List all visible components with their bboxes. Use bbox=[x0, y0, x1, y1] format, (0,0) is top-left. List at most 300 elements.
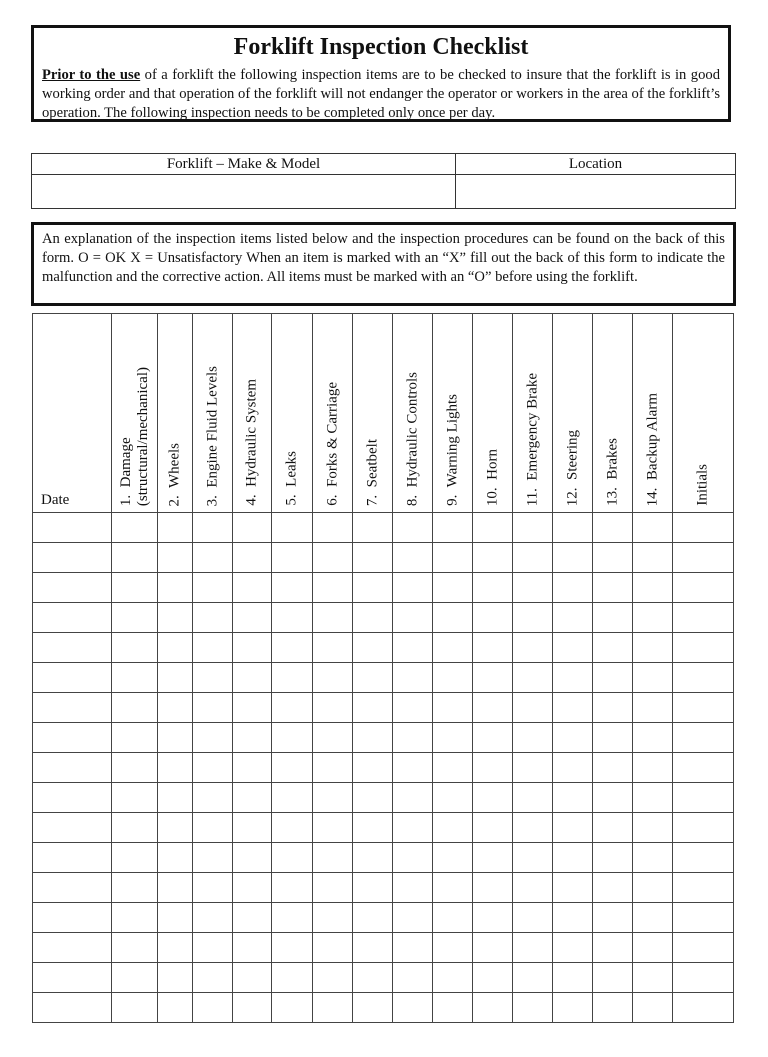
inspection-cell[interactable] bbox=[193, 993, 233, 1023]
inspection-cell[interactable] bbox=[112, 603, 158, 633]
inspection-cell[interactable] bbox=[393, 663, 433, 693]
initials-cell[interactable] bbox=[673, 723, 734, 753]
inspection-item-label: 9. Warning Lights bbox=[444, 394, 460, 506]
inspection-cell[interactable] bbox=[433, 993, 473, 1023]
inspection-cell[interactable] bbox=[353, 963, 393, 993]
inspection-cell[interactable] bbox=[593, 663, 633, 693]
inspection-cell[interactable] bbox=[353, 603, 393, 633]
inspection-cell[interactable] bbox=[393, 513, 433, 543]
inspection-cell[interactable] bbox=[513, 633, 553, 663]
inspection-cell[interactable] bbox=[593, 933, 633, 963]
inspection-cell[interactable] bbox=[193, 843, 233, 873]
inspection-cell[interactable] bbox=[433, 753, 473, 783]
inspection-cell[interactable] bbox=[233, 543, 272, 573]
inspection-cell[interactable] bbox=[313, 873, 353, 903]
inspection-item-label: 12. Steering bbox=[564, 429, 580, 506]
inspection-cell[interactable] bbox=[313, 693, 353, 723]
inspection-cell[interactable] bbox=[353, 933, 393, 963]
inspection-cell[interactable] bbox=[233, 633, 272, 663]
inspection-cell[interactable] bbox=[473, 663, 513, 693]
inspection-cell[interactable] bbox=[633, 963, 673, 993]
inspection-cell[interactable] bbox=[193, 933, 233, 963]
date-cell[interactable] bbox=[33, 543, 112, 573]
inspection-cell[interactable] bbox=[553, 813, 593, 843]
inspection-cell[interactable] bbox=[633, 543, 673, 573]
inspection-cell[interactable] bbox=[233, 933, 272, 963]
inspection-cell[interactable] bbox=[158, 813, 193, 843]
inspection-cell[interactable] bbox=[593, 993, 633, 1023]
inspection-cell[interactable] bbox=[393, 903, 433, 933]
inspection-cell[interactable] bbox=[233, 843, 272, 873]
date-cell[interactable] bbox=[33, 723, 112, 753]
inspection-cell[interactable] bbox=[433, 963, 473, 993]
inspection-cell[interactable] bbox=[393, 933, 433, 963]
inspection-cell[interactable] bbox=[272, 693, 313, 723]
inspection-cell[interactable] bbox=[272, 603, 313, 633]
initials-cell[interactable] bbox=[673, 843, 734, 873]
inspection-cell[interactable] bbox=[513, 933, 553, 963]
inspection-cell[interactable] bbox=[193, 513, 233, 543]
inspection-cell[interactable] bbox=[233, 723, 272, 753]
inspection-cell[interactable] bbox=[433, 723, 473, 753]
inspection-cell[interactable] bbox=[158, 723, 193, 753]
inspection-cell[interactable] bbox=[553, 963, 593, 993]
inspection-cell[interactable] bbox=[353, 753, 393, 783]
inspection-cell[interactable] bbox=[313, 753, 353, 783]
inspection-cell[interactable] bbox=[553, 993, 593, 1023]
inspection-cell[interactable] bbox=[393, 603, 433, 633]
inspection-cell[interactable] bbox=[233, 903, 272, 933]
date-cell[interactable] bbox=[33, 993, 112, 1023]
inspection-cell[interactable] bbox=[553, 723, 593, 753]
inspection-cell[interactable] bbox=[313, 783, 353, 813]
inspection-cell[interactable] bbox=[513, 843, 553, 873]
inspection-cell[interactable] bbox=[633, 723, 673, 753]
inspection-cell[interactable] bbox=[313, 723, 353, 753]
inspection-cell[interactable] bbox=[473, 903, 513, 933]
inspection-cell[interactable] bbox=[158, 753, 193, 783]
inspection-cell[interactable] bbox=[633, 813, 673, 843]
inspection-cell[interactable] bbox=[633, 873, 673, 903]
inspection-cell[interactable] bbox=[233, 993, 272, 1023]
inspection-cell[interactable] bbox=[553, 753, 593, 783]
inspection-cell[interactable] bbox=[193, 723, 233, 753]
inspection-cell[interactable] bbox=[433, 813, 473, 843]
inspection-cell[interactable] bbox=[593, 963, 633, 993]
make-model-field[interactable] bbox=[32, 175, 456, 209]
inspection-cell[interactable] bbox=[593, 903, 633, 933]
inspection-cell[interactable] bbox=[513, 573, 553, 603]
inspection-cell[interactable] bbox=[553, 933, 593, 963]
inspection-cell[interactable] bbox=[233, 813, 272, 843]
inspection-cell[interactable] bbox=[393, 783, 433, 813]
inspection-cell[interactable] bbox=[112, 753, 158, 783]
inspection-cell[interactable] bbox=[112, 873, 158, 903]
inspection-cell[interactable] bbox=[272, 813, 313, 843]
inspection-cell[interactable] bbox=[193, 783, 233, 813]
inspection-cell[interactable] bbox=[193, 873, 233, 903]
inspection-cell[interactable] bbox=[393, 873, 433, 903]
inspection-cell[interactable] bbox=[633, 903, 673, 933]
inspection-cell[interactable] bbox=[473, 933, 513, 963]
date-cell[interactable] bbox=[33, 903, 112, 933]
inspection-cell[interactable] bbox=[553, 843, 593, 873]
inspection-item-header bbox=[193, 314, 233, 513]
inspection-cell[interactable] bbox=[473, 843, 513, 873]
initials-cell[interactable] bbox=[673, 873, 734, 903]
inspection-cell[interactable] bbox=[112, 723, 158, 753]
inspection-cell[interactable] bbox=[112, 633, 158, 663]
inspection-cell[interactable] bbox=[233, 603, 272, 633]
inspection-item-header bbox=[633, 314, 673, 513]
explanation-text: An explanation of the inspection items listed below and the inspection procedures can be found on the back of this form. O = OK X = Unsatisfactory When an item is marked with an “X” fill out the back of this form to indicate the malfunction and the corrective action. All items must be marked with an “O” before using the forklift. bbox=[42, 231, 725, 285]
date-cell[interactable] bbox=[33, 933, 112, 963]
inspection-cell[interactable] bbox=[393, 693, 433, 723]
inspection-cell[interactable] bbox=[393, 633, 433, 663]
date-cell[interactable] bbox=[33, 783, 112, 813]
inspection-cell[interactable] bbox=[513, 783, 553, 813]
inspection-cell[interactable] bbox=[272, 783, 313, 813]
inspection-cell[interactable] bbox=[473, 813, 513, 843]
inspection-cell[interactable] bbox=[193, 603, 233, 633]
inspection-cell[interactable] bbox=[353, 843, 393, 873]
initials-cell[interactable] bbox=[673, 693, 734, 723]
inspection-cell[interactable] bbox=[633, 573, 673, 603]
inspection-cell[interactable] bbox=[158, 513, 193, 543]
inspection-cell[interactable] bbox=[353, 573, 393, 603]
inspection-cell[interactable] bbox=[158, 603, 193, 633]
initials-cell[interactable] bbox=[673, 633, 734, 663]
inspection-item-label: 2. Wheels bbox=[166, 442, 183, 506]
inspection-cell[interactable] bbox=[353, 813, 393, 843]
inspection-cell[interactable] bbox=[593, 783, 633, 813]
inspection-cell[interactable] bbox=[272, 933, 313, 963]
inspection-cell[interactable] bbox=[473, 573, 513, 603]
inspection-cell[interactable] bbox=[353, 663, 393, 693]
inspection-cell[interactable] bbox=[593, 813, 633, 843]
inspection-cell[interactable] bbox=[553, 573, 593, 603]
table-row bbox=[33, 603, 734, 633]
inspection-cell[interactable] bbox=[433, 513, 473, 543]
inspection-cell[interactable] bbox=[473, 693, 513, 723]
inspection-item-label: 6. Forks & Carriage bbox=[324, 382, 340, 506]
inspection-item-header bbox=[473, 314, 513, 513]
inspection-cell[interactable] bbox=[353, 903, 393, 933]
inspection-item-header bbox=[233, 314, 272, 513]
inspection-cell[interactable] bbox=[158, 903, 193, 933]
inspection-cell[interactable] bbox=[158, 963, 193, 993]
inspection-cell[interactable] bbox=[313, 513, 353, 543]
inspection-cell[interactable] bbox=[233, 663, 272, 693]
date-cell[interactable] bbox=[33, 603, 112, 633]
inspection-cell[interactable] bbox=[272, 753, 313, 783]
inspection-cell[interactable] bbox=[112, 933, 158, 963]
inspection-cell[interactable] bbox=[513, 663, 553, 693]
initials-cell[interactable] bbox=[673, 993, 734, 1023]
initials-cell[interactable] bbox=[673, 813, 734, 843]
inspection-cell[interactable] bbox=[393, 843, 433, 873]
table-row bbox=[33, 663, 734, 693]
inspection-cell[interactable] bbox=[158, 663, 193, 693]
inspection-cell[interactable] bbox=[233, 573, 272, 603]
inspection-cell[interactable] bbox=[473, 633, 513, 663]
inspection-cell[interactable] bbox=[272, 573, 313, 603]
inspection-cell[interactable] bbox=[158, 873, 193, 903]
inspection-cell[interactable] bbox=[272, 903, 313, 933]
inspection-cell[interactable] bbox=[112, 663, 158, 693]
inspection-cell[interactable] bbox=[593, 543, 633, 573]
inspection-cell[interactable] bbox=[513, 813, 553, 843]
inspection-cell[interactable] bbox=[158, 993, 193, 1023]
inspection-cell[interactable] bbox=[272, 663, 313, 693]
inspection-cell[interactable] bbox=[158, 543, 193, 573]
inspection-cell[interactable] bbox=[158, 633, 193, 663]
inspection-cell[interactable] bbox=[553, 633, 593, 663]
inspection-cell[interactable] bbox=[593, 693, 633, 723]
initials-cell[interactable] bbox=[673, 963, 734, 993]
inspection-cell[interactable] bbox=[593, 633, 633, 663]
inspection-cell[interactable] bbox=[633, 933, 673, 963]
inspection-cell[interactable] bbox=[513, 693, 553, 723]
inspection-cell[interactable] bbox=[353, 873, 393, 903]
inspection-cell[interactable] bbox=[593, 753, 633, 783]
table-row bbox=[33, 843, 734, 873]
inspection-cell[interactable] bbox=[313, 543, 353, 573]
inspection-cell[interactable] bbox=[272, 513, 313, 543]
inspection-cell[interactable] bbox=[593, 513, 633, 543]
inspection-cell[interactable] bbox=[433, 903, 473, 933]
inspection-cell[interactable] bbox=[473, 873, 513, 903]
inspection-cell[interactable] bbox=[513, 873, 553, 903]
inspection-cell[interactable] bbox=[553, 693, 593, 723]
inspection-cell[interactable] bbox=[593, 573, 633, 603]
inspection-cell[interactable] bbox=[393, 993, 433, 1023]
date-cell[interactable] bbox=[33, 873, 112, 903]
table-row bbox=[33, 903, 734, 933]
inspection-item-label: 8. Hydraulic Controls bbox=[404, 371, 420, 506]
inspection-cell[interactable] bbox=[233, 753, 272, 783]
inspection-cell[interactable] bbox=[353, 513, 393, 543]
inspection-cell[interactable] bbox=[473, 993, 513, 1023]
date-column-label: Date bbox=[41, 492, 70, 508]
inspection-cell[interactable] bbox=[353, 993, 393, 1023]
inspection-cell[interactable] bbox=[473, 603, 513, 633]
inspection-cell[interactable] bbox=[353, 543, 393, 573]
inspection-cell[interactable] bbox=[553, 903, 593, 933]
intro-lead: Prior to the use bbox=[42, 67, 141, 83]
inspection-cell[interactable] bbox=[473, 783, 513, 813]
inspection-cell[interactable] bbox=[633, 603, 673, 633]
make-model-label: Forklift – Make & Model bbox=[32, 154, 456, 175]
initials-cell[interactable] bbox=[673, 573, 734, 603]
inspection-cell[interactable] bbox=[313, 813, 353, 843]
date-cell[interactable] bbox=[33, 963, 112, 993]
inspection-cell[interactable] bbox=[353, 723, 393, 753]
inspection-cell[interactable] bbox=[633, 993, 673, 1023]
inspection-cell[interactable] bbox=[112, 573, 158, 603]
inspection-grid bbox=[32, 313, 734, 1023]
inspection-cell[interactable] bbox=[473, 543, 513, 573]
inspection-cell[interactable] bbox=[313, 573, 353, 603]
date-cell[interactable] bbox=[33, 573, 112, 603]
inspection-cell[interactable] bbox=[313, 933, 353, 963]
inspection-cell[interactable] bbox=[112, 783, 158, 813]
inspection-item-label: 4. Hydraulic System bbox=[243, 379, 260, 506]
initials-cell[interactable] bbox=[673, 513, 734, 543]
inspection-cell[interactable] bbox=[112, 693, 158, 723]
inspection-cell[interactable] bbox=[513, 513, 553, 543]
date-cell[interactable] bbox=[33, 663, 112, 693]
inspection-cell[interactable] bbox=[112, 543, 158, 573]
inspection-cell[interactable] bbox=[313, 603, 353, 633]
inspection-cell[interactable] bbox=[233, 963, 272, 993]
initials-cell[interactable] bbox=[673, 543, 734, 573]
inspection-cell[interactable] bbox=[158, 573, 193, 603]
inspection-cell[interactable] bbox=[633, 753, 673, 783]
inspection-cell[interactable] bbox=[393, 813, 433, 843]
inspection-cell[interactable] bbox=[633, 843, 673, 873]
date-cell[interactable] bbox=[33, 813, 112, 843]
inspection-cell[interactable] bbox=[193, 963, 233, 993]
intro-text: of a forklift the following inspection items are to be checked to insure that the forklift is in good working order and that operation of the forklift will not endanger the operator or workers in the area of the forklift’s operation. The following inspection needs to be completed only once per day. bbox=[42, 67, 720, 121]
inspection-cell[interactable] bbox=[433, 543, 473, 573]
inspection-cell[interactable] bbox=[353, 693, 393, 723]
inspection-cell[interactable] bbox=[553, 603, 593, 633]
inspection-cell[interactable] bbox=[553, 873, 593, 903]
inspection-cell[interactable] bbox=[593, 723, 633, 753]
inspection-cell[interactable] bbox=[473, 513, 513, 543]
inspection-cell[interactable] bbox=[593, 843, 633, 873]
inspection-cell[interactable] bbox=[112, 843, 158, 873]
inspection-cell[interactable] bbox=[513, 903, 553, 933]
inspection-cell[interactable] bbox=[513, 753, 553, 783]
inspection-item-header bbox=[393, 314, 433, 513]
inspection-cell[interactable] bbox=[433, 783, 473, 813]
inspection-cell[interactable] bbox=[633, 693, 673, 723]
initials-cell[interactable] bbox=[673, 933, 734, 963]
inspection-cell[interactable] bbox=[272, 993, 313, 1023]
inspection-cell[interactable] bbox=[473, 753, 513, 783]
inspection-cell[interactable] bbox=[193, 753, 233, 783]
table-row bbox=[33, 543, 734, 573]
inspection-cell[interactable] bbox=[433, 633, 473, 663]
inspection-cell[interactable] bbox=[593, 603, 633, 633]
table-row bbox=[33, 963, 734, 993]
inspection-cell[interactable] bbox=[313, 903, 353, 933]
inspection-cell[interactable] bbox=[353, 783, 393, 813]
inspection-cell[interactable] bbox=[433, 663, 473, 693]
inspection-cell[interactable] bbox=[112, 813, 158, 843]
inspection-cell[interactable] bbox=[393, 723, 433, 753]
inspection-cell[interactable] bbox=[313, 843, 353, 873]
inspection-cell[interactable] bbox=[513, 963, 553, 993]
inspection-cell[interactable] bbox=[393, 543, 433, 573]
inspection-cell[interactable] bbox=[433, 573, 473, 603]
inspection-cell[interactable] bbox=[193, 813, 233, 843]
date-cell[interactable] bbox=[33, 633, 112, 663]
inspection-cell[interactable] bbox=[112, 903, 158, 933]
inspection-item-header bbox=[433, 314, 473, 513]
date-cell[interactable] bbox=[33, 753, 112, 783]
inspection-cell[interactable] bbox=[633, 513, 673, 543]
inspection-cell[interactable] bbox=[193, 693, 233, 723]
date-cell[interactable] bbox=[33, 843, 112, 873]
inspection-cell[interactable] bbox=[553, 783, 593, 813]
inspection-cell[interactable] bbox=[272, 723, 313, 753]
inspection-cell[interactable] bbox=[158, 693, 193, 723]
inspection-cell[interactable] bbox=[158, 843, 193, 873]
inspection-cell[interactable] bbox=[433, 603, 473, 633]
inspection-cell[interactable] bbox=[272, 843, 313, 873]
inspection-cell[interactable] bbox=[433, 693, 473, 723]
inspection-cell[interactable] bbox=[473, 723, 513, 753]
inspection-cell[interactable] bbox=[272, 963, 313, 993]
inspection-cell[interactable] bbox=[193, 633, 233, 663]
inspection-cell[interactable] bbox=[513, 993, 553, 1023]
initials-cell[interactable] bbox=[673, 603, 734, 633]
inspection-cell[interactable] bbox=[553, 543, 593, 573]
inspection-cell[interactable] bbox=[553, 663, 593, 693]
inspection-item-label: 13. Brakes bbox=[604, 438, 620, 506]
inspection-cell[interactable] bbox=[433, 933, 473, 963]
inspection-cell[interactable] bbox=[633, 663, 673, 693]
inspection-cell[interactable] bbox=[158, 783, 193, 813]
date-cell[interactable] bbox=[33, 513, 112, 543]
date-cell[interactable] bbox=[33, 693, 112, 723]
inspection-cell[interactable] bbox=[593, 873, 633, 903]
inspection-cell[interactable] bbox=[112, 513, 158, 543]
inspection-cell[interactable] bbox=[433, 873, 473, 903]
location-field[interactable] bbox=[456, 175, 736, 209]
inspection-cell[interactable] bbox=[473, 963, 513, 993]
inspection-cell[interactable] bbox=[313, 633, 353, 663]
inspection-cell[interactable] bbox=[633, 633, 673, 663]
inspection-cell[interactable] bbox=[513, 723, 553, 753]
inspection-cell[interactable] bbox=[393, 753, 433, 783]
initials-cell[interactable] bbox=[673, 663, 734, 693]
inspection-cell[interactable] bbox=[233, 693, 272, 723]
inspection-cell[interactable] bbox=[393, 963, 433, 993]
inspection-cell[interactable] bbox=[553, 513, 593, 543]
inspection-cell[interactable] bbox=[158, 933, 193, 963]
inspection-cell[interactable] bbox=[633, 783, 673, 813]
inspection-cell[interactable] bbox=[513, 603, 553, 633]
inspection-cell[interactable] bbox=[112, 963, 158, 993]
inspection-cell[interactable] bbox=[193, 543, 233, 573]
inspection-cell[interactable] bbox=[233, 873, 272, 903]
inspection-cell[interactable] bbox=[353, 633, 393, 663]
initials-cell[interactable] bbox=[673, 783, 734, 813]
initials-cell[interactable] bbox=[673, 753, 734, 783]
inspection-cell[interactable] bbox=[193, 573, 233, 603]
inspection-cell[interactable] bbox=[272, 543, 313, 573]
inspection-cell[interactable] bbox=[433, 843, 473, 873]
inspection-cell[interactable] bbox=[233, 783, 272, 813]
inspection-cell[interactable] bbox=[313, 963, 353, 993]
inspection-cell[interactable] bbox=[513, 543, 553, 573]
inspection-cell[interactable] bbox=[233, 513, 272, 543]
initials-cell[interactable] bbox=[673, 903, 734, 933]
inspection-cell[interactable] bbox=[193, 903, 233, 933]
inspection-cell[interactable] bbox=[313, 663, 353, 693]
inspection-cell[interactable] bbox=[272, 633, 313, 663]
inspection-cell[interactable] bbox=[313, 993, 353, 1023]
inspection-cell[interactable] bbox=[112, 993, 158, 1023]
inspection-cell[interactable] bbox=[272, 873, 313, 903]
inspection-item-label: 10. Horn bbox=[484, 448, 500, 506]
inspection-cell[interactable] bbox=[193, 663, 233, 693]
inspection-cell[interactable] bbox=[393, 573, 433, 603]
